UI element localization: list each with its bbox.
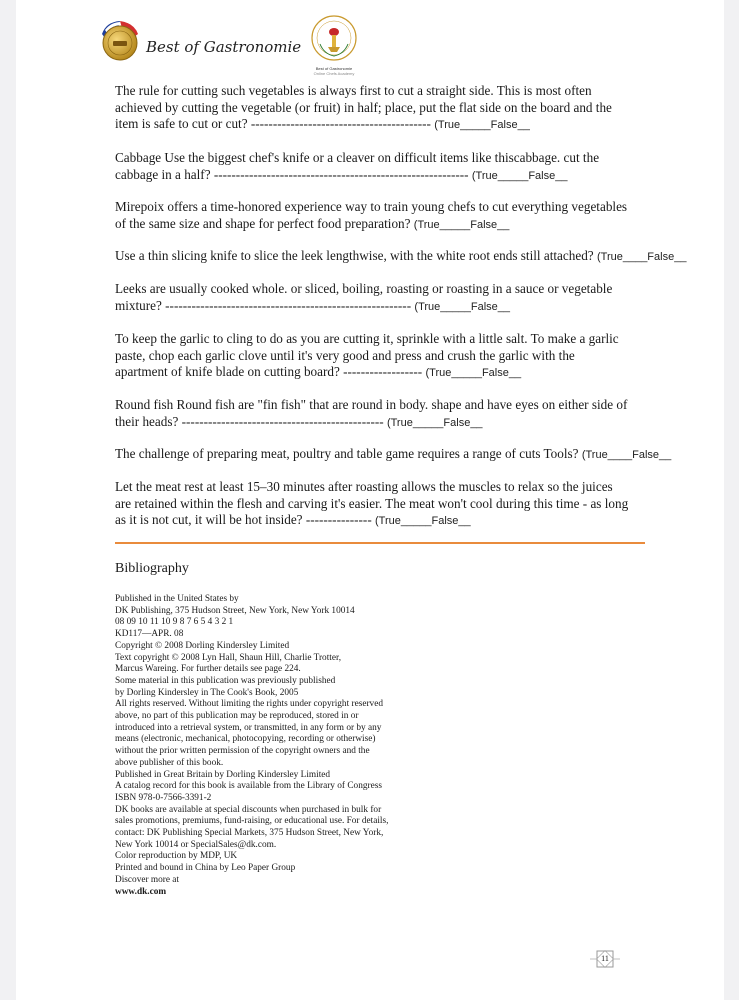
bibliography-line: New York 10014 or SpecialSales@dk.com. xyxy=(115,839,277,850)
document-page xyxy=(16,0,724,1000)
true-false-answer: (True____False__ xyxy=(596,251,687,263)
question-text: Let the meat rest at least 15–30 minutes after roasting allows the muscles to relax so the juices are retained within the flesh and carving it's easier. The meat won't cool during this time - as long as it is not cut, it will be hot inside? --------------- xyxy=(115,479,629,527)
bibliography-line: by Dorling Kindersley in The Cook's Book, 2005 xyxy=(115,687,299,698)
question-text: Round fish Round fish are "fin fish" that are round in body. shape and have eyes on either side of their heads? ---------------------------------------------- xyxy=(115,397,628,429)
question-7 xyxy=(115,397,630,431)
true-false-answer: (True_____False__ xyxy=(425,367,522,379)
question-1 xyxy=(115,83,630,134)
question-text: The challenge of preparing meat, poultry and table game requires a range of cuts Tools? xyxy=(115,446,579,461)
question-text: Mirepoix offers a time-honored experience way to train young chefs to cut everything vegetables of the same size and shape for perfect food preparation? xyxy=(115,199,628,231)
bibliography-line: Some material in this publication was previously published xyxy=(115,675,336,686)
bibliography-line: Color reproduction by MDP, UK xyxy=(115,851,238,862)
page-number: 11 xyxy=(601,954,609,963)
question-4 xyxy=(115,248,725,266)
true-false-answer: (True_____False__ xyxy=(434,119,530,131)
logo-caption-1: Best of Gastronomie xyxy=(315,66,353,71)
true-false-answer: (True_____False__ xyxy=(414,300,511,313)
bibliography-line: Text copyright © 2008 Lyn Hall, Shaun Hill, Charlie Trotter, xyxy=(115,652,342,663)
bibliography-line: above publisher of this book. xyxy=(115,757,224,768)
logo-caption-2: Online Chefs Academy xyxy=(313,71,355,76)
page-number-badge xyxy=(588,946,622,974)
brand-name: Best of Gastronomie xyxy=(146,38,302,56)
true-false-answer: (True____False__ xyxy=(581,449,672,461)
publisher-website-link[interactable]: www.dk.com xyxy=(115,886,167,897)
bibliography-line: Published in the United States by xyxy=(115,594,239,604)
bibliography-line: DK Publishing, 375 Hudson Street, New York, New York 10014 xyxy=(115,605,355,616)
bibliography-text xyxy=(115,594,445,898)
question-5 xyxy=(115,281,630,315)
true-false-answer: (True_____False__ xyxy=(375,515,471,527)
bibliography-line: Copyright © 2008 Dorling Kindersley Limited xyxy=(115,640,290,651)
question-6 xyxy=(115,331,630,382)
bibliography-line: DK books are available at special discounts when purchased in bulk for xyxy=(115,804,382,815)
bibliography-line: ISBN 978-0-7566-3391-2 xyxy=(115,792,212,803)
question-3 xyxy=(115,199,630,233)
true-false-answer: (True_____False__ xyxy=(413,218,510,231)
bibliography-line: Marcus Wareing. For further details see page 224. xyxy=(115,664,301,675)
bibliography-line: All rights reserved. Without limiting the rights under copyright reserved xyxy=(115,699,383,710)
bibliography-title: Bibliography xyxy=(115,561,189,576)
question-text: Cabbage Use the biggest chef's knife or a cleaver on difficult items like thiscabbage. cut the cabbage in a half? ---------------------------------------------------------- xyxy=(115,150,600,182)
bibliography-line: means (electronic, mechanical, photocopying, recording or otherwise) xyxy=(115,734,376,745)
bibliography-line: Printed and bound in China by Leo Paper Group xyxy=(115,863,296,874)
question-text: Leeks are usually cooked whole. or sliced, boiling, roasting or roasting in a sauce or vegetable mixture? -------------------------------------------------------- xyxy=(115,281,613,313)
bibliography-line: sales promotions, premiums, fund-raising, or educational use. For details, xyxy=(115,816,389,827)
bibliography-line: above, no part of this publication may be reproduced, stored in or xyxy=(115,711,359,722)
gastronomie-medal-logo xyxy=(96,16,144,64)
question-text: The rule for cutting such vegetables is always first to cut a straight side. This is most often achieved by cutting the vegetable (or fruit) in half; place, put the flat side on the board and the item is safe to cut or cut? ----------------------------------------- xyxy=(115,83,612,131)
bibliography-line: introduced into a retrieval system, or transmitted, in any form or by any xyxy=(115,722,382,733)
question-text: To keep the garlic to cling to do as you are cutting it, sprinkle with a little salt. To make a garlic paste, chop each garlic clove until it's very good and press and crush the garlic with the apartment of knife blade on cutting board? ------------------ xyxy=(115,331,619,379)
bibliography-line: 08 09 10 11 10 9 8 7 6 5 4 3 2 1 xyxy=(115,617,234,628)
true-false-answer: (True_____False__ xyxy=(471,169,568,182)
bibliography-line: contact: DK Publishing Special Markets, 375 Hudson Street, New York, xyxy=(115,828,384,839)
page-header xyxy=(96,14,396,80)
academy-emblem-icon xyxy=(306,14,362,66)
bibliography-line: KD117—APR. 08 xyxy=(115,629,184,640)
true-false-answer: (True_____False__ xyxy=(386,416,483,429)
bibliography-line: without the prior written permission of the copyright owners and the xyxy=(115,746,370,757)
bibliography-line: Discover more at xyxy=(115,874,180,885)
question-9 xyxy=(115,479,630,530)
academy-logo xyxy=(306,14,362,80)
question-text: Use a thin slicing knife to slice the leek lengthwise, with the white root ends still attached? xyxy=(115,248,594,263)
bibliography-line: A catalog record for this book is available from the Library of Congress xyxy=(115,781,382,792)
question-2 xyxy=(115,150,630,184)
bibliography-line: Published in Great Britain by Dorling Kindersley Limited xyxy=(115,769,331,780)
section-divider xyxy=(115,542,645,544)
question-8 xyxy=(115,446,725,464)
